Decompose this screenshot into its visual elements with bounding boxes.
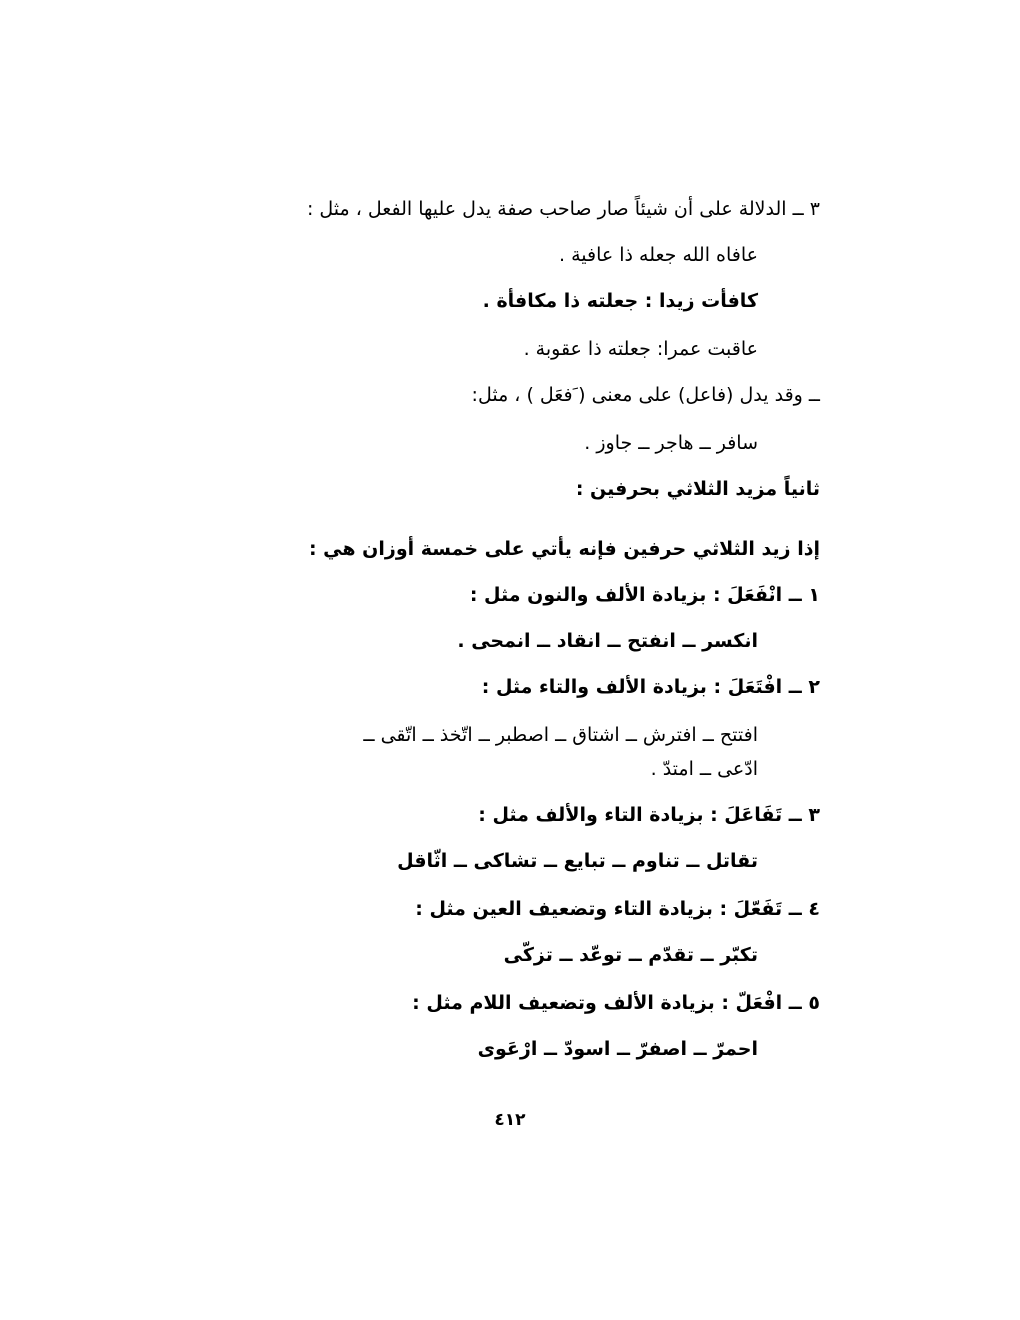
example-line: تكبّر ــ تقدّم ــ توعّد ــ تزكّى [503, 944, 758, 966]
example-line: عاقبت عمرا: جعلته ذا عقوبة . [523, 338, 758, 360]
intro-paragraph: إذا زيد الثلاثي حرفين فإنه يأتي على خمسة أوزان هي : [308, 538, 820, 560]
example-line: تقاتل ــ تناوم ــ تبايع ــ تشاكى ــ اثّاقل [397, 850, 758, 872]
example-line: كافأت زيدا : جعلته ذا مكافأة . [482, 290, 758, 312]
pattern-item-4: ٤ ــ تَفَعّلَ : بزيادة التاء وتضعيف العين مثل : [415, 898, 820, 920]
example-line: عافاه الله جعله ذا عافية . [559, 244, 758, 266]
pattern-item-1: ١ ــ انْفَعَلَ : بزيادة الألف والنون مثل : [469, 584, 820, 606]
pattern-item-2: ٢ ــ افْتَعَلَ : بزيادة الألف والتاء مثل : [481, 676, 820, 698]
example-line: انكسر ــ انفتح ــ انقاد ــ انمحى . [457, 630, 758, 652]
pattern-item-3: ٣ ــ تَفَاعَلَ : بزيادة التاء والألف مثل : [478, 804, 820, 826]
page-number: ٤١٢ [494, 1110, 526, 1130]
text-line-criterion-3: ٣ ــ الدلالة على أن شيئاً صار صاحب صفة يدل عليها الفعل ، مثل : [306, 198, 820, 220]
section-heading: ثانياً مزيد الثلاثي بحرفين : [575, 478, 820, 500]
example-line: سافر ــ هاجر ــ جاوز . [584, 432, 758, 454]
pattern-item-5: ٥ ــ افْعَلّ : بزيادة الألف وتضعيف اللام مثل : [412, 992, 820, 1014]
example-line-continued: ادّعى ــ امتدّ . [650, 758, 758, 780]
text-line-note: ــ وقد يدل (فاعل) على معنى ( َفعَل ) ، مثل: [471, 384, 820, 406]
example-line: افتتح ــ افترش ــ اشتاق ــ اصطبر ــ اتّخذ ــ اتّقى ــ [363, 724, 758, 746]
example-line: احمرّ ــ اصفرّ ــ اسودّ ــ ارْعَوى [477, 1038, 758, 1060]
